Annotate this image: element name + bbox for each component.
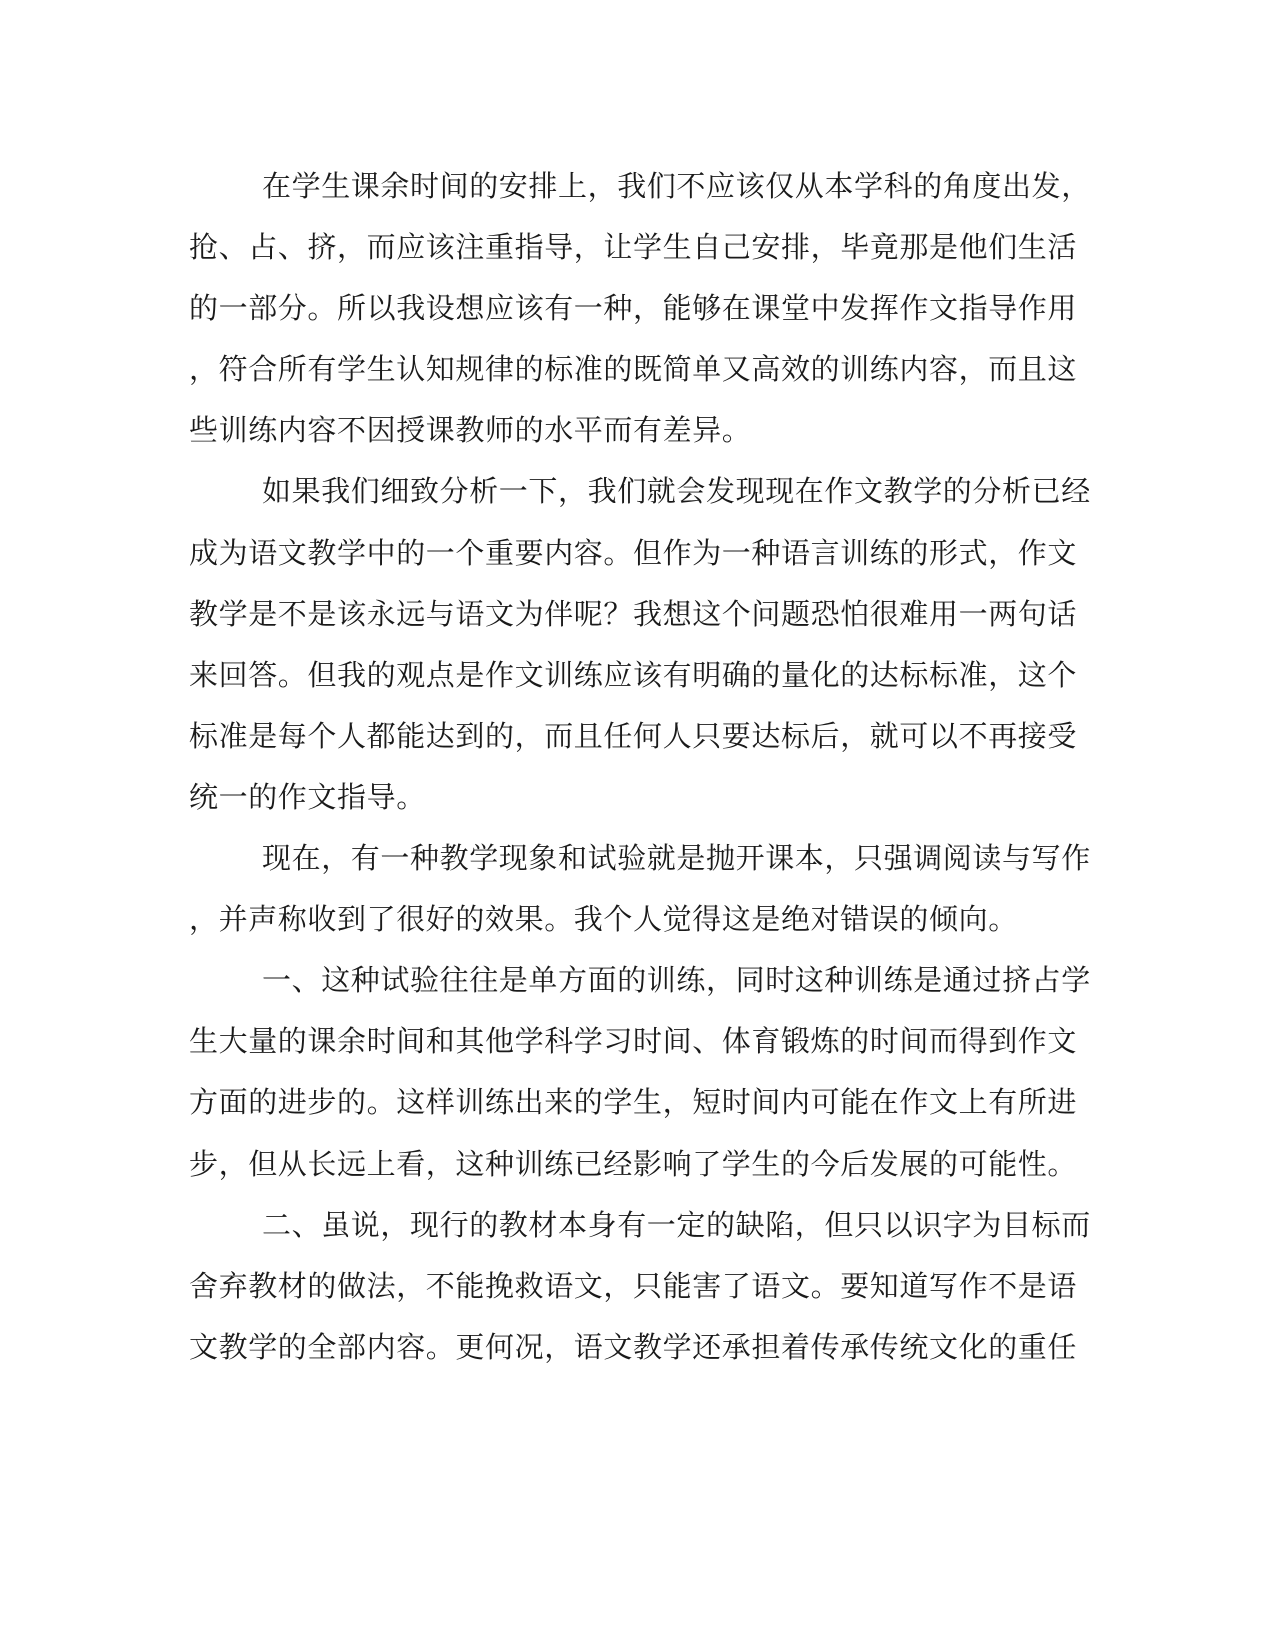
text-line: 教学是不是该永远与语文为伴呢？我想这个问题恐怕很难用一两句话 [189, 596, 1078, 631]
text-line: 来回答。但我的观点是作文训练应该有明确的量化的达标标准，这个 [189, 657, 1078, 692]
paragraph-first-line: 一、这种试验往往是单方面的训练，同时这种训练是通过挤占学 [262, 963, 1091, 998]
paragraph-first-line: 如果我们细致分析一下，我们就会发现现在作文教学的分析已经 [262, 474, 1091, 509]
text-line: 舍弃教材的做法，不能挽救语文，只能害了语文。要知道写作不是语 [189, 1268, 1078, 1303]
text-line: 标准是每个人都能达到的，而且任何人只要达标后，就可以不再接受 [189, 718, 1078, 753]
text-line: 的一部分。所以我设想应该有一种，能够在课堂中发挥作文指导作用 [189, 291, 1078, 326]
text-line: ，并声称收到了很好的效果。我个人觉得这是绝对错误的倾向。 [189, 902, 1018, 937]
text-line: 文教学的全部内容。更何况，语文教学还承担着传承传统文化的重任 [189, 1329, 1078, 1364]
text-line: ，符合所有学生认知规律的标准的既简单又高效的训练内容，而且这 [189, 352, 1078, 387]
text-line: 方面的进步的。这样训练出来的学生，短时间内可能在作文上有所进 [189, 1085, 1078, 1120]
paragraph-first-line: 二、虽说，现行的教材本身有一定的缺陷，但只以识字为目标而 [262, 1207, 1091, 1242]
text-line: 步，但从长远上看，这种训练已经影响了学生的今后发展的可能性。 [189, 1146, 1078, 1181]
paragraph-first-line: 现在，有一种教学现象和试验就是抛开课本，只强调阅读与写作 [262, 841, 1091, 876]
paragraph-first-line: 在学生课余时间的安排上，我们不应该仅从本学科的角度出发， [262, 169, 1091, 203]
text-line: 些训练内容不因授课教师的水平而有差异。 [189, 413, 752, 448]
text-line: 统一的作文指导。 [189, 779, 426, 814]
text-line: 抢、占、挤，而应该注重指导，让学生自己安排，毕竟那是他们生活 [189, 230, 1078, 265]
body-text [189, 156, 1091, 1378]
text-line: 生大量的课余时间和其他学科学习时间、体育锻炼的时间而得到作文 [189, 1024, 1078, 1059]
text-line: 成为语文教学中的一个重要内容。但作为一种语言训练的形式，作文 [189, 535, 1078, 570]
